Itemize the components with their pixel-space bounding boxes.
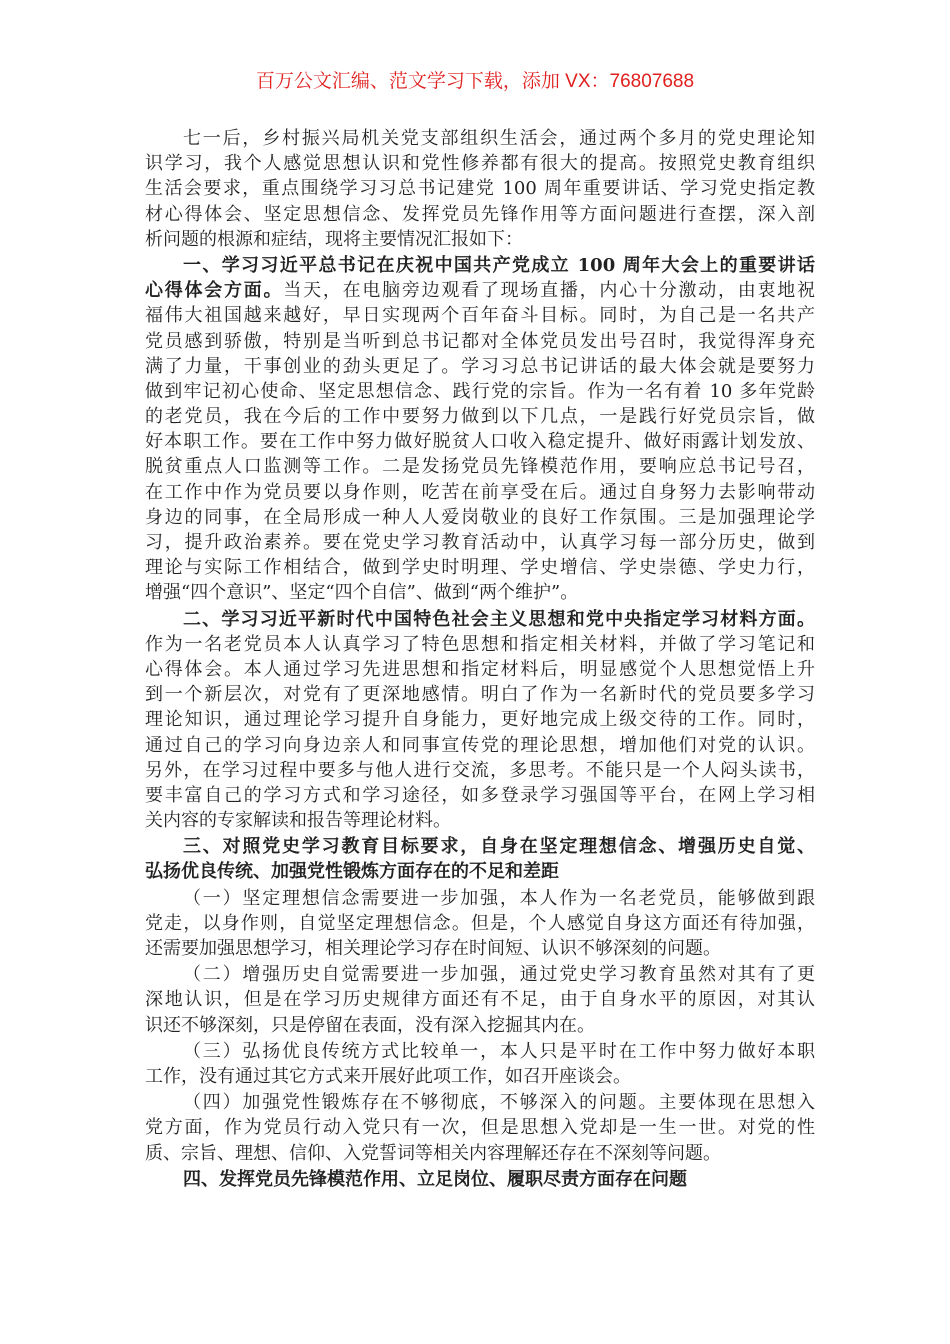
text-line: （四）加强党性锻炼存在不够彻底，不够深入的问题。主要体现在思想入 bbox=[183, 1092, 815, 1114]
text-line: 理论知识，通过理论学习提升自身能力，更好地完成上级交待的工作。同时， bbox=[145, 709, 815, 731]
text-line: 识还不够深刻，只是停留在表面，没有深入挖掘其内在。 bbox=[145, 1014, 595, 1036]
text-line bbox=[145, 278, 815, 303]
text-line bbox=[145, 253, 815, 278]
text-line: 党方面，作为党员行动入党只有一次，但是思想入党却是一生一世。对党的性 bbox=[145, 1117, 815, 1139]
text-line: 党员感到骄傲，特别是当听到总书记都对全体党员发出号召时，我觉得浑身充 bbox=[145, 330, 815, 352]
paragraph bbox=[145, 886, 815, 962]
text-line: 身边的同事，在全局形成一种人人爱岗敬业的良好工作氛围。三是加强理论学 bbox=[145, 506, 815, 528]
text-line: 质、宗旨、理想、信仰、入党誓词等相关内容理解还存在不深刻等问题。 bbox=[145, 1142, 721, 1164]
text-line: 脱贫重点人口监测等工作。二是发扬党员先锋模范作用，要响应总书记号召， bbox=[145, 456, 815, 478]
text-line: 的老党员，我在今后的工作中要努力做到以下几点，一是践行好党员宗旨，做 bbox=[145, 406, 815, 428]
body-text: 当天，在电脑旁边观看了现场直播，内心十分激动，由衷地祝 bbox=[283, 280, 816, 302]
text-line: 理论与实际工作相结合，做到学史时明理、学史增信、学史崇德、学史力行， bbox=[145, 557, 815, 579]
text-line: （一）坚定理想信念需要进一步加强，本人作为一名老党员，能够做到跟 bbox=[183, 887, 815, 909]
text-line: 还需要加强思想学习，相关理论学习存在时间短、认识不够深刻的问题。 bbox=[145, 938, 721, 959]
text-line: 材心得体会、坚定思想信念、发挥党员先锋作用等方面问题进行查摆，深入剖 bbox=[145, 203, 815, 225]
text-line: 增强“四个意识”、坚定“四个自信”、做到“两个维护”。 bbox=[145, 582, 579, 604]
text-line: 做到牢记初心使命、坚定思想信念、践行党的宗旨。作为一名有着 10 多年党龄 bbox=[145, 380, 815, 402]
text-line: 满了力量，干事创业的劲头更足了。学习习总书记讲话的最大体会就是要努力 bbox=[145, 355, 815, 377]
text-line: 另外，在学习过程中要多与他人进行交流，多思考。不能只是一个人闷头读书， bbox=[145, 759, 815, 781]
text-line: 要丰富自己的学习方式和学习途径，如多登录学习强国等平台，在网上学习相 bbox=[145, 784, 815, 806]
text-line: 作为一名老党员本人认真学习了特色思想和指定相关材料，并做了学习笔记和 bbox=[145, 633, 815, 655]
text-line: 心得体会。本人通过学习先进思想和指定材料后，明显感觉个人思想觉悟上升 bbox=[145, 658, 815, 680]
paragraph bbox=[145, 962, 815, 1038]
document-body bbox=[145, 126, 815, 1193]
paragraph bbox=[145, 1090, 815, 1166]
text-line: 关内容的专家解读和报告等理论材料。 bbox=[145, 810, 451, 832]
bold-heading-text: 一、学习习近平总书记在庆祝中国共产党成立 100 周年大会上的重要讲话 bbox=[183, 254, 815, 276]
bold-heading-text: 四、发挥党员先锋模范作用、立足岗位、履职尽责方面存在问题 bbox=[183, 1168, 687, 1190]
text-line: 习，提升政治素养。要在党史学习教育活动中，认真学习每一部分历史，做到 bbox=[145, 532, 815, 553]
text-line: 到一个新层次，对党有了更深地感情。明白了作为一名新时代的党员要多学习 bbox=[145, 684, 815, 706]
text-line: 好本职工作。要在工作中努力做好脱贫人口收入稳定提升、做好雨露计划发放、 bbox=[145, 431, 815, 453]
text-line bbox=[145, 1167, 815, 1192]
text-line: （二）增强历史自觉需要进一步加强，通过党史学习教育虽然对其有了更 bbox=[183, 964, 815, 986]
text-line: 七一后，乡村振兴局机关党支部组织生活会，通过两个多月的党史理论知 bbox=[183, 128, 815, 149]
bold-heading-text: 心得体会方面。 bbox=[145, 280, 284, 302]
text-line bbox=[145, 607, 815, 632]
text-line bbox=[145, 859, 815, 884]
text-line: 生活会要求，重点围绕学习习总书记建党 100 周年重要讲话、学习党史指定教 bbox=[145, 178, 815, 200]
text-line: 识学习，我个人感觉思想认识和党性修养都有很大的提高。按照党史教育组织 bbox=[145, 153, 815, 175]
text-line: 工作，没有通过其它方式来开展好此项工作，如召开座谈会。 bbox=[145, 1065, 631, 1087]
text-line: 党走，以身作则，自觉坚定理想信念。但是，个人感觉自身这方面还有待加强， bbox=[145, 912, 815, 934]
text-line: 通过自己的学习向身边亲人和同事宣传党的理论思想，增加他们对党的认识。 bbox=[145, 734, 815, 756]
paragraph bbox=[145, 253, 815, 606]
bold-heading-text: 二、学习习近平新时代中国特色社会主义思想和党中央指定学习材料方面。 bbox=[183, 608, 815, 630]
paragraph bbox=[145, 1039, 815, 1089]
watermark-banner: 百万公文汇编、范文学习下载，添加 VX：76807688 bbox=[255, 71, 695, 92]
text-line: 深地认识，但是在学习历史规律方面还有不足，由于自身水平的原因，对其认 bbox=[145, 989, 815, 1011]
paragraph bbox=[145, 126, 815, 252]
text-line bbox=[145, 834, 815, 859]
text-line: 福伟大祖国越来越好，早日实现两个百年奋斗目标。同时，为自己是一名共产 bbox=[145, 305, 815, 327]
bold-heading-text: 三、对照党史学习教育目标要求，自身在坚定理想信念、增强历史自觉、 bbox=[183, 836, 815, 858]
text-line: 在工作中作为党员要以身作则，吃苦在前享受在后。通过自身努力去影响带动 bbox=[145, 481, 815, 503]
bold-heading-text: 弘扬优良传统、加强党性锻炼方面存在的不足和差距 bbox=[145, 861, 559, 883]
paragraph bbox=[145, 1167, 815, 1192]
paragraph bbox=[145, 607, 815, 834]
paragraph bbox=[145, 834, 815, 884]
text-line: 析问题的根源和症结，现将主要情况汇报如下： bbox=[145, 228, 523, 250]
text-line: （三）弘扬优良传统方式比较单一，本人只是平时在工作中努力做好本职 bbox=[183, 1040, 815, 1062]
